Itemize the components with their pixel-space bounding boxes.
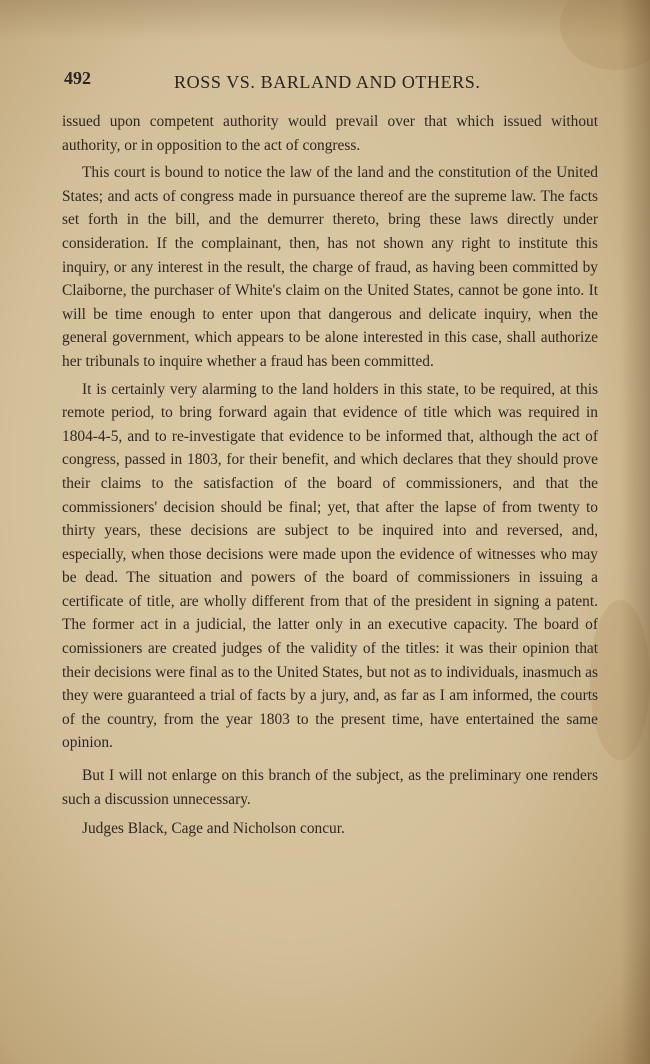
concurrence-line: Judges Black, Cage and Nicholson concur. [82, 820, 345, 838]
paragraph: It is certainly very alarming to the land holders in this state, to be required, at this remote period, to bring forward again that evidence of title which was required in 1804-4-5, and to re-investigate that evidence to be informed that, although the act of congress, passed in 1803, for their benefit, and which declares that they should prove their claims to the satisfaction of the board of commissioners, and that the commissioners' decision should be final; yet, that after the lapse of from twenty to thirty years, these decisions are subject to be inquired into and reversed, and, especially, when those decisions were made upon the evidence of witnesses who may be dead. The situation and powers of the board of commissioners in issuing a certificate of title, are wholly different from that of the president in signing a patent. The former act in a judicial, the latter only in an executive capacity. The board of comissioners are created judges of the validity of the titles: it was their opinion that their decisions were final as to the United States, but not as to individuals, inasmuch as they were guaranteed a trial of facts by a jury, and, as far as I am informed, the courts of the country, from the year 1803 to the present time, have entertained the same opinion. [62, 380, 598, 752]
running-head: ROSS VS. BARLAND AND OTHERS. [174, 72, 481, 92]
page-header [60, 66, 580, 96]
paragraph: But I will not enlarge on this branch of the subject, as the preliminary one renders such a discussion unnecessary. [62, 767, 598, 808]
page-number: 492 [64, 68, 91, 88]
paragraph: This court is bound to notice the law of the land and the constitution of the United States; and acts of congress made in pursuance thereof are the supreme law. The facts set forth in the bill, and the demurrer thereto, bring these laws directly under consideration. If the complainant, then, has not shown any right to institute this inquiry, or any interest in the result, the charge of fraud, as having been committed by Claiborne, the purchaser of White's claim on the United States, cannot be gone into. It will be time enough to enter upon that dangerous and delicate inquiry, when the general government, which appears to be alone interested in this case, shall authorize her tribunals to inquire whether a fraud has been committed. [62, 164, 598, 370]
paragraph: issued upon competent authority would prevail over that which issued without authority, or in opposition to the act of congress. [62, 113, 598, 154]
page-top-shading [0, 0, 650, 40]
body-text [62, 110, 598, 841]
page-edge-shading [620, 0, 650, 1064]
